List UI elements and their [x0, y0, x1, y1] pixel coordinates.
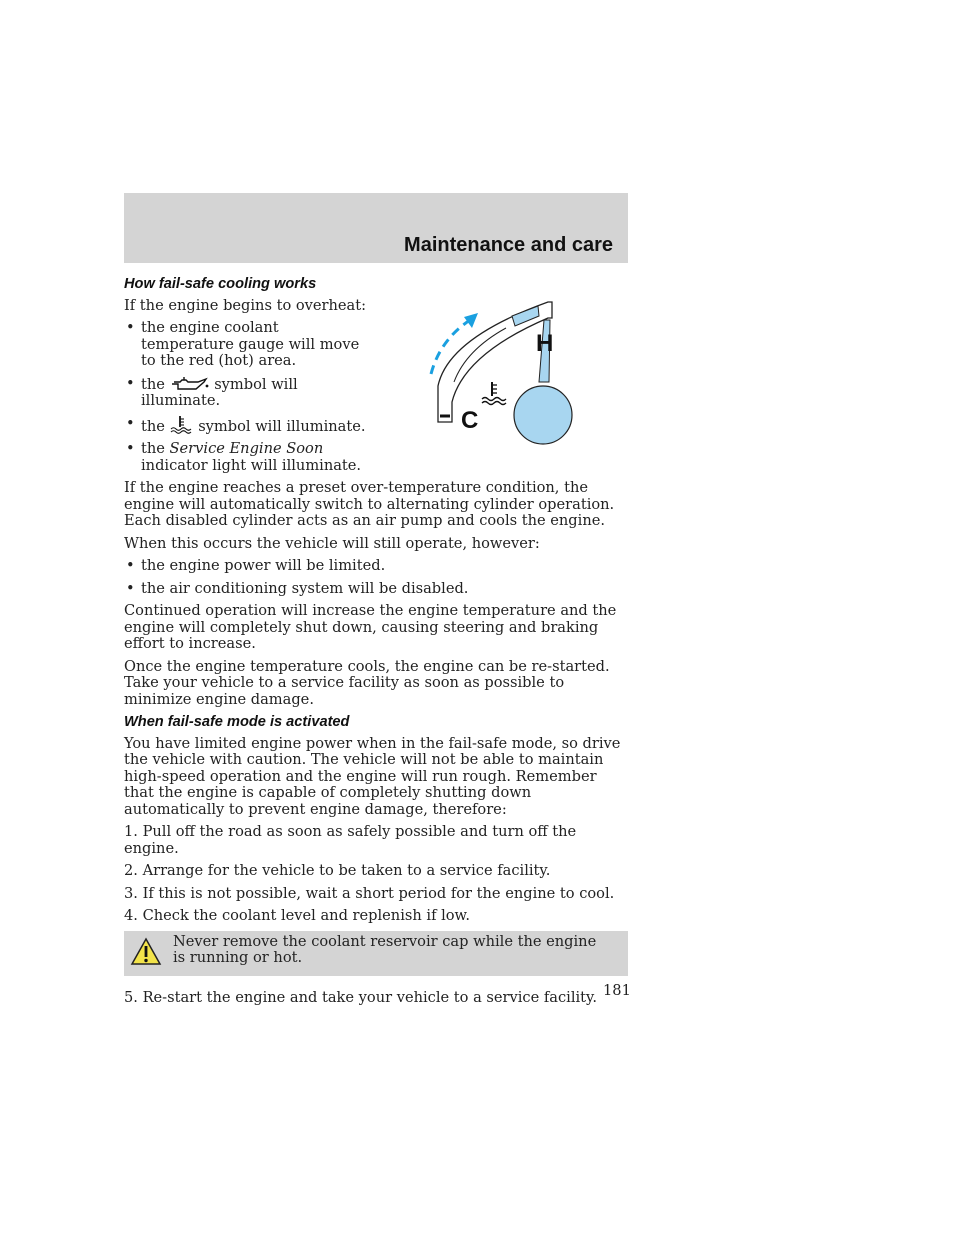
page-number: 181 — [603, 982, 631, 999]
paragraph: You have limited engine power when in the fail-safe mode, so drive the vehicle with caution. The vehicle will not be able to maintain high-speed operation and the engine will run rough. Remember that the engine is capable of completely shutting down automatically to prevent engine damage, therefore: — [124, 734, 621, 818]
section-heading-fail-safe-cooling: How fail-safe cooling works — [124, 276, 317, 292]
header-band — [124, 193, 628, 263]
page-title: Maintenance and care — [404, 234, 613, 256]
oil-pressure-icon — [170, 376, 210, 392]
overheat-symptoms-list — [124, 320, 374, 474]
list-item: • the engine coolant temperature gauge will move to the red (hot) area. — [124, 320, 374, 370]
list-item: • the symbol will illuminate. — [124, 416, 374, 436]
list-item: • the air conditioning system will be disabled. — [124, 581, 628, 598]
list-item: 3. If this is not possible, wait a short period for the engine to cool. — [124, 884, 615, 902]
list-item: 1. Pull off the road as soon as safely possible and turn off the engine. — [124, 823, 577, 857]
cold-label: C — [461, 407, 479, 434]
paragraph: When this occurs the vehicle will still operate, however: — [124, 534, 540, 552]
warning-text: Never remove the coolant reservoir cap while the engine is running or hot. — [173, 932, 597, 966]
intro-text: If the engine begins to overheat: — [124, 296, 367, 314]
paragraph: Continued operation will increase the engine temperature and the engine will completely shut down, causing steering and braking effort to increase. — [124, 602, 617, 652]
hot-label: H — [536, 330, 554, 357]
list-item: • the Service Engine Soon indicator light will illuminate. — [124, 441, 374, 474]
warning-triangle-icon — [130, 937, 162, 967]
list-item: 2. Arrange for the vehicle to be taken to a service facility. — [124, 862, 551, 879]
warning-box — [124, 931, 628, 976]
paragraph: Once the engine temperature cools, the engine can be re-started. Take your vehicle to a service facility as soon as possible to minimize engine damage. — [124, 657, 610, 708]
list-item: 4. Check the coolant level and replenish if low. — [124, 907, 470, 924]
coolant-temperature-icon — [170, 416, 194, 434]
page-content — [124, 276, 628, 1012]
paragraph: If the engine reaches a preset over-temperature condition, the engine will automatically switch to alternating cylinder operation. Each disabled cylinder acts as an air pump and cools the engine. — [124, 479, 615, 529]
list-item: • the symbol will illuminate. — [124, 376, 374, 410]
steps-list — [124, 824, 628, 925]
limitations-list — [124, 558, 628, 597]
section-heading-fail-safe-mode: When fail-safe mode is activated — [124, 714, 350, 730]
list-item: • the engine power will be limited. — [124, 558, 628, 575]
paragraph: 5. Re-start the engine and take your vehicle to a service facility. — [124, 988, 597, 1006]
